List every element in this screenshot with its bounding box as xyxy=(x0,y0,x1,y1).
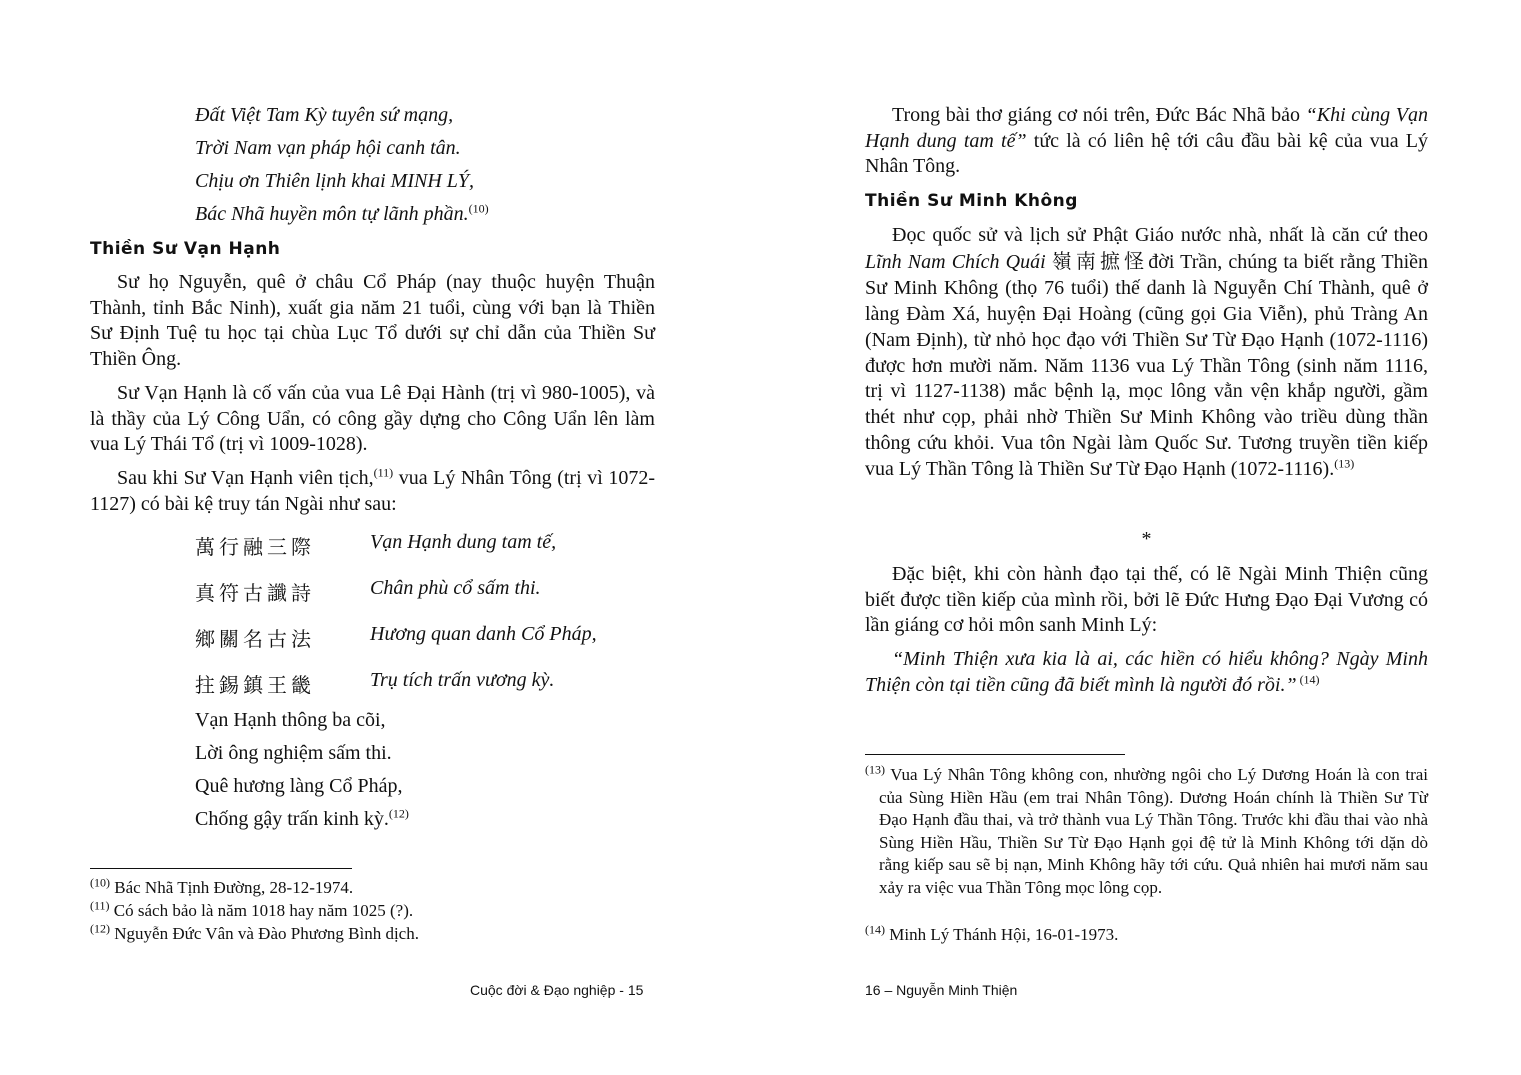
page-footer: Cuộc đời & Đạo nghiệp - 15 xyxy=(470,982,644,998)
translation-verse xyxy=(195,704,409,836)
footnote-ref[interactable]: (12) xyxy=(388,806,409,821)
page-footer: 16 – Nguyễn Minh Thiện xyxy=(865,982,1018,998)
section-heading: Thiền Sư Vạn Hạnh xyxy=(90,239,281,259)
footnote: $^{(13)}$ Vua Lý Nhân Tông không con, nhường ngôi cho Lý Dương Hoán là con trai của Sùng Hiền Hầu (em trai Nhân Tông). Dương Hoán chính là Thiền Sư Từ Đạo Hạnh đầu thai, và trở thành vua Lý Thần Tông. Trước khi đầu thai vào nhà Sùng Hiền Hầu, Thiền Sư Từ Đạo Hạnh gọi đệ tử là Minh Không tới dặn dò rằng kiếp sau sẽ bị nạn, Minh Không hãy tới cứu. Quả nhiên hai mươi năm sau xảy ra việc vua Thần Tông mọc lông cọp. xyxy=(865,762,1428,897)
translation-line: Vạn Hạnh thông ba cõi, xyxy=(195,709,386,731)
paragraph: Trong bài thơ giáng cơ nói trên, Đức Bác Nhã bảo “Khi cùng Vạn Hạnh dung tam tế” tức là có liên hệ tới câu đầu bài kệ của vua Lý Nhân Tông. xyxy=(865,104,1428,177)
han-text: 拄錫鎮王畿 xyxy=(195,673,315,697)
opening-verse xyxy=(195,99,489,231)
section-separator: * xyxy=(1141,528,1152,550)
translation-line: Chống gậy trấn kinh kỳ.$^{(12)}$ xyxy=(195,806,409,830)
footnote: $^{(12)}$ Nguyễn Đức Vân và Đào Phương Bình dịch. xyxy=(90,921,419,943)
footnote-divider xyxy=(90,868,352,869)
han-transliteration: Trụ tích trấn vương kỳ. xyxy=(370,669,555,691)
book-title-han: 嶺南摭怪 xyxy=(1051,248,1149,273)
footnote-ref[interactable]: (13) xyxy=(1334,456,1355,471)
translation-line: Lời ông nghiệm sấm thi. xyxy=(195,742,392,764)
verse-line: Trời Nam vạn pháp hội canh tân. xyxy=(195,137,461,159)
quoted-paragraph: “Minh Thiện xưa kia là ai, các hiền có hiểu không? Ngày Minh Thiện còn tại tiền cũng đã biết mình là người đó rồi.” $^{(14)}$ xyxy=(865,648,1428,696)
paragraph: Sau khi Sư Vạn Hạnh viên tịch,$^{(11)}$ vua Lý Nhân Tông (trị vì 1072-1127) có bài kệ truy tán Ngài như sau: xyxy=(90,465,655,515)
han-text: 鄉關名古法 xyxy=(195,627,315,651)
han-transliteration: Chân phù cổ sấm thi. xyxy=(370,577,541,599)
paragraph: Đặc biệt, khi còn hành đạo tại thế, có lẽ Ngài Minh Thiện cũng biết được tiền kiếp của mình rồi, bởi lẽ Đức Hưng Đạo Đại Vương có lần giáng cơ hỏi môn sanh Minh Lý: xyxy=(865,563,1428,636)
footnote: $^{(10)}$ Bác Nhã Tịnh Đường, 28-12-1974. xyxy=(90,875,354,897)
verse-line: Bác Nhã huyền môn tự lãnh phần.$^{(10)}$ xyxy=(195,201,489,225)
verse-line: Chịu ơn Thiên lịnh khai MINH LÝ, xyxy=(195,170,475,192)
han-text: 萬行融三際 xyxy=(195,535,315,559)
footnote: $^{(11)}$ Có sách bảo là năm 1018 hay năm 1025 (?). xyxy=(90,898,414,920)
han-text: 真符古讖詩 xyxy=(195,581,315,605)
footnote-divider xyxy=(865,754,1125,755)
section-heading: Thiền Sư Minh Không xyxy=(865,191,1078,211)
translation-line: Quê hương làng Cổ Pháp, xyxy=(195,775,403,797)
verse-line: Đất Việt Tam Kỳ tuyên sứ mạng, xyxy=(195,104,454,126)
footnote-ref[interactable]: (11) xyxy=(373,465,394,480)
paragraph: Đọc quốc sử và lịch sử Phật Giáo nước nhà, nhất là căn cứ theo Lĩnh Nam Chích Quái 嶺南摭怪đời Trần, chúng ta biết rằng Thiền Sư Minh Không (thọ 76 tuổi) thế danh là Nguyễn Chí Thành, quê ở làng Đàm Xá, huyện Đại Hoàng (cũng gọi Gia Viễn), phủ Tràng An (Nam Định), từ nhỏ học đạo với Thiền Sư Từ Đạo Hạnh (1072-1116) được hơn mười năm. Năm 1136 vua Lý Thần Tông (sinh năm 1116, trị vì 1127-1138) mắc bệnh lạ, mọc lông vằn vện khắp người, gầm thét như cọp, phải nhờ Thiền Sư Minh Không vào triều dùng thần thông cứu khỏi. Vua tôn Ngài làm Quốc Sư. Tương truyền tiền kiếp vua Lý Thần Tông là Thiền Sư Từ Đạo Hạnh (1072-1116).$^{(13)}$ xyxy=(865,224,1429,481)
paragraph: Sư họ Nguyễn, quê ở châu Cổ Pháp (nay thuộc huyện Thuận Thành, tỉnh Bắc Ninh), xuất gia năm 21 tuổi, cùng với bạn là Thiền Sư Định Tuệ tu học tại chùa Lục Tổ dưới sự chỉ dẫn của Thiền Sư Thiền Ông. xyxy=(90,271,655,370)
footnote-ref[interactable]: (14) xyxy=(1296,671,1320,686)
han-transliteration: Hương quan danh Cổ Pháp, xyxy=(370,623,597,645)
han-transliteration: Vạn Hạnh dung tam tế, xyxy=(370,531,557,553)
footnote: $^{(14)}$ Minh Lý Thánh Hội, 16-01-1973. xyxy=(865,922,1119,944)
book-title: Lĩnh Nam Chích Quái xyxy=(865,250,1046,273)
paragraph: Sư Vạn Hạnh là cố vấn của vua Lê Đại Hành (trị vì 980-1005), và là thầy của Lý Công Uẩn, có công gầy dựng cho Công Uẩn lên làm vua Lý Thái Tổ (trị vì 1009-1028). xyxy=(90,382,655,455)
footnote-ref[interactable]: (10) xyxy=(468,201,489,216)
quote: “Khi cùng Vạn Hạnh dung tam tế” xyxy=(865,104,1428,152)
